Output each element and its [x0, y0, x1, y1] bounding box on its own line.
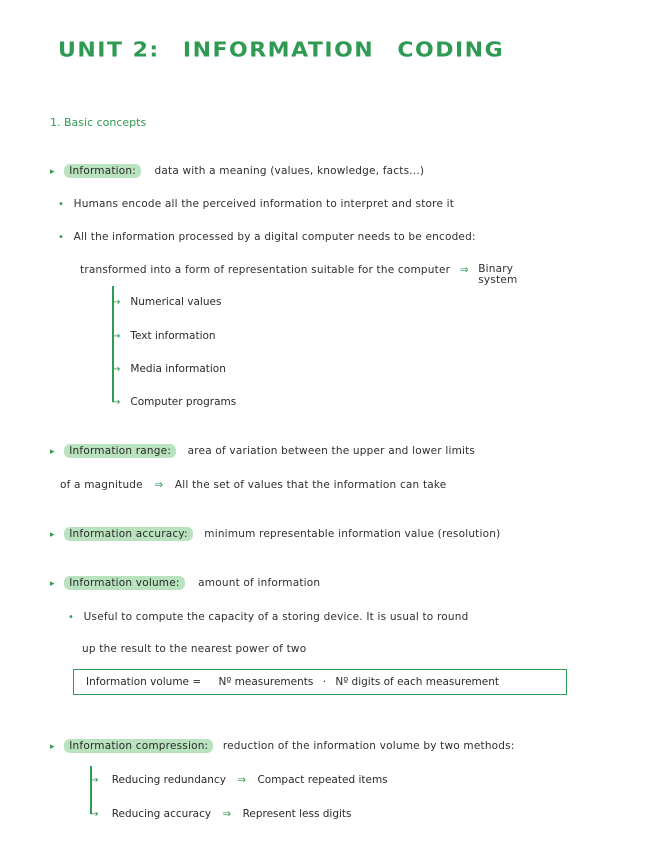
section-heading: 1. Basic concepts — [50, 116, 147, 129]
formula-measurements: Nº measurements — [218, 676, 314, 688]
method-result: Compact repeated items — [257, 774, 388, 786]
branch-arrow-icon: → — [112, 297, 121, 308]
type-item — [112, 296, 221, 308]
information-line-3-text: All the information processed by a digital computer needs to be encoded: — [73, 231, 476, 243]
formula-digits: Nº digits of each measurement — [335, 676, 500, 688]
type-label: Media information — [130, 363, 226, 375]
range-line-2 — [60, 479, 446, 491]
implies-arrow-icon: ⇒ — [459, 264, 469, 276]
method-name: Reducing redundancy — [111, 774, 226, 786]
information-term: Information: — [64, 164, 141, 178]
formula-operator: · — [322, 676, 327, 688]
arrow-bullet-icon: ▸ — [50, 742, 55, 752]
information-line-2 — [58, 198, 454, 210]
dot-bullet-icon: • — [68, 612, 75, 623]
arrow-bullet-icon: ▸ — [50, 579, 55, 589]
type-label: Numerical values — [130, 296, 222, 308]
information-line-2-text: Humans encode all the perceived information to interpret and store it — [73, 198, 455, 210]
accuracy-term: Information accuracy: — [64, 527, 192, 541]
volume-definition: amount of information — [198, 577, 321, 589]
implies-arrow-icon: ⇒ — [154, 479, 164, 491]
compression-term: Information compression: — [64, 739, 213, 753]
accuracy-definition: minimum representable information value (resolution) — [204, 528, 501, 540]
information-line-4 — [80, 264, 518, 286]
range-definition: area of variation between the upper and lower limits — [187, 445, 476, 457]
volume-line-3 — [82, 643, 306, 655]
implies-arrow-icon: ⇒ — [222, 808, 232, 820]
method-result: Represent less digits — [242, 808, 352, 820]
arrow-bullet-icon: ▸ — [50, 530, 55, 540]
type-item — [112, 330, 216, 342]
accuracy-row — [50, 528, 500, 540]
arrow-bullet-icon: ▸ — [50, 167, 55, 177]
volume-row — [50, 577, 320, 589]
type-label: Computer programs — [130, 396, 237, 408]
volume-line-2-text: Useful to compute the capacity of a storing device. It is usual to round — [83, 611, 469, 623]
arrow-bullet-icon: ▸ — [50, 447, 55, 457]
compression-definition: reduction of the information volume by two methods: — [222, 740, 515, 752]
branch-arrow-icon: → — [112, 331, 121, 342]
title-information: INFORMATION — [182, 39, 375, 62]
range-row — [50, 445, 475, 457]
information-row — [50, 165, 424, 177]
range-result-text: All the set of values that the information can take — [174, 479, 447, 491]
dot-bullet-icon: • — [58, 199, 65, 210]
branch-arrow-icon: → — [90, 775, 99, 786]
binary-system-text: Binary system — [478, 263, 518, 286]
range-line-2-text: of a magnitude — [60, 479, 143, 491]
type-item — [112, 396, 236, 408]
compression-method — [90, 774, 388, 786]
volume-line-2 — [68, 611, 468, 623]
information-line-4-text: transformed into a form of representation suitable for the computer — [80, 264, 451, 276]
implies-arrow-icon: ⇒ — [237, 774, 247, 786]
volume-formula-box — [73, 669, 567, 695]
title-unit: UNIT 2: — [58, 39, 160, 62]
page-title — [58, 39, 504, 62]
type-label: Text information — [130, 330, 216, 342]
volume-line-3-text: up the result to the nearest power of two — [82, 643, 307, 655]
branch-arrow-icon: → — [112, 364, 121, 375]
title-coding: CODING — [397, 39, 505, 62]
information-definition: data with a meaning (values, knowledge, facts...) — [154, 165, 425, 177]
range-term: Information range: — [64, 444, 176, 458]
method-name: Reducing accuracy — [111, 808, 212, 820]
dot-bullet-icon: • — [58, 232, 65, 243]
information-line-3 — [58, 231, 476, 243]
volume-term: Information volume: — [64, 576, 184, 590]
type-item — [112, 363, 226, 375]
compression-method — [90, 808, 352, 820]
branch-arrow-icon: → — [90, 809, 99, 820]
branch-arrow-icon: → — [112, 397, 121, 408]
compression-row — [50, 740, 515, 752]
formula-left: Information volume = — [86, 676, 202, 688]
